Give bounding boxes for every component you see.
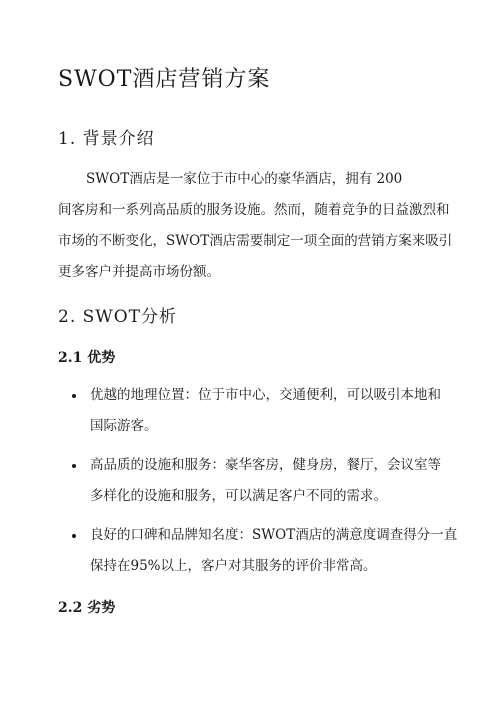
list-item-line: 国际游客。 — [90, 418, 158, 434]
section-heading-swot: 2. SWOT分析 — [58, 307, 178, 327]
bullet-icon — [72, 464, 76, 468]
list-item-line: 高品质的设施和服务：豪华客房，健身房，餐厅，会议室等 — [90, 457, 441, 473]
section-heading-background: 1. 背景介绍 — [58, 129, 155, 149]
bullet-icon — [72, 394, 76, 398]
subsection-heading-strengths: 2.1 优势 — [58, 350, 116, 366]
list-item-line: 多样化的设施和服务，可以满足客户不同的需求。 — [90, 488, 387, 504]
list-item — [72, 450, 452, 512]
list-item — [72, 520, 458, 582]
paragraph-line: 市场的不断变化，SWOT酒店需要制定一项全面的营销方案来吸引 — [58, 233, 453, 249]
document-title: SWOT酒店营销方案 — [58, 67, 271, 92]
list-item-line: 保持在95%以上，客户对其服务的评价非常高。 — [90, 558, 377, 574]
list-item-line: 优越的地理位置：位于市中心，交通便利，可以吸引本地和 — [90, 387, 441, 403]
subsection-heading-weaknesses: 2.2 劣势 — [58, 600, 116, 616]
bullet-icon — [72, 534, 76, 538]
paragraph-line: 更多客户并提高市场份额。 — [58, 264, 220, 280]
paragraph-line: SWOT酒店是一家位于市中心的豪华酒店，拥有 200 — [86, 171, 403, 187]
background-paragraph — [58, 164, 453, 288]
list-item — [72, 380, 452, 442]
list-item-line: 良好的口碑和品牌知名度：SWOT酒店的满意度调查得分一直 — [90, 527, 458, 543]
paragraph-line: 间客房和一系列高品质的服务设施。然而，随着竞争的日益激烈和 — [58, 202, 450, 218]
